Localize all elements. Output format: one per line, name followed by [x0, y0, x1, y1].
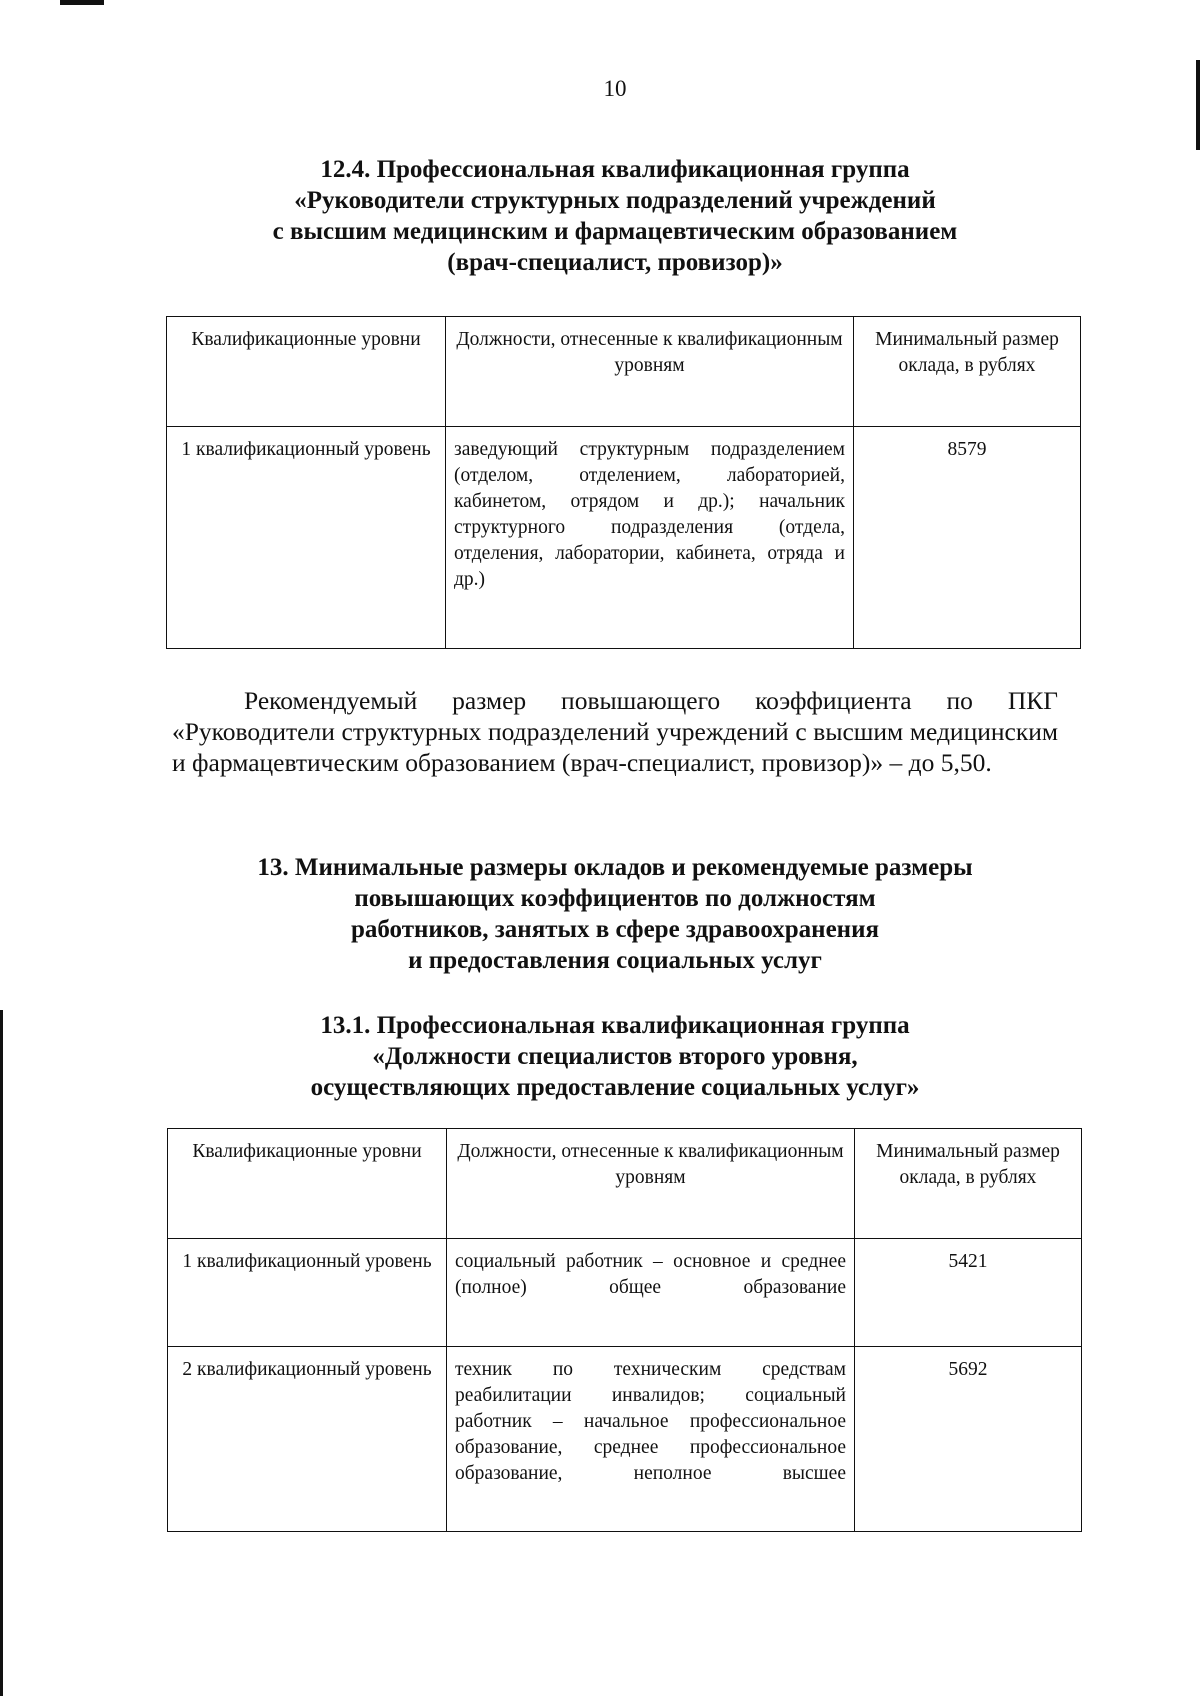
coefficient-paragraph: Рекомендуемый размер повышающего коэффициента по ПКГ «Руководители структурных подразделений учреждений с высшим медицинским и фармацевтическим образованием (врач-специалист, провизор)» – до 5,50.	[172, 686, 1058, 777]
table-header-row	[167, 317, 1081, 427]
scan-artifact-right-edge	[1196, 60, 1200, 150]
salary-cell: 5421	[855, 1239, 1082, 1347]
qualification-table-13-1	[167, 1128, 1082, 1532]
title-line: «Должности специалистов второго уровня,	[372, 1043, 858, 1070]
salary-cell: 5692	[855, 1347, 1082, 1532]
positions-cell: заведующий структурным подразделением (отделом, отделением, лабораторией, кабинетом, отрядом и др.); начальник структурного подразделения (отдела, отделения, лаборатории, кабинета, отряда и др.)	[446, 427, 854, 649]
title-line: (врач-специалист, провизор)»	[447, 249, 783, 276]
table-header-row	[168, 1129, 1082, 1239]
section-12-4-title	[180, 154, 1050, 278]
title-line: осуществляющих предоставление социальных услуг»	[310, 1074, 920, 1101]
title-line: 13.1. Профессиональная квалификационная группа	[320, 1012, 910, 1039]
positions-cell: техник по техническим средствам реабилитации инвалидов; социальный работник – начальное профессиональное образование, среднее профессиональное образование, неполное высшее	[447, 1347, 855, 1532]
header-positions: Должности, отнесенные к квалификационным уровням	[446, 317, 854, 427]
title-line: «Руководители структурных подразделений учреждений	[294, 187, 936, 214]
table-row	[167, 427, 1081, 649]
page-number: 10	[603, 76, 627, 101]
header-salary: Минимальный размер оклада, в рублях	[854, 317, 1081, 427]
header-positions: Должности, отнесенные к квалификационным уровням	[447, 1129, 855, 1239]
section-13-title	[160, 852, 1070, 976]
positions-cell: социальный работник – основное и среднее (полное) общее образование	[447, 1239, 855, 1347]
table-row	[168, 1347, 1082, 1532]
salary-cell: 8579	[854, 427, 1081, 649]
scan-artifact-left-edge	[0, 1010, 3, 1696]
title-line: работников, занятых в сфере здравоохранения	[350, 916, 880, 943]
section-13-1-title	[180, 1010, 1050, 1103]
header-salary: Минимальный размер оклада, в рублях	[855, 1129, 1082, 1239]
scan-artifact-top-left	[60, 0, 104, 5]
title-line: повышающих коэффициентов по должностям	[354, 885, 876, 912]
table-row	[168, 1239, 1082, 1347]
qualification-table-12-4	[166, 316, 1081, 649]
title-line: 12.4. Профессиональная квалификационная группа	[320, 156, 910, 183]
header-levels: Квалификационные уровни	[167, 317, 446, 427]
title-line: и предоставления социальных услуг	[408, 947, 822, 974]
level-cell: 1 квалификационный уровень	[167, 427, 446, 649]
header-levels: Квалификационные уровни	[168, 1129, 447, 1239]
title-line: с высшим медицинским и фармацевтическим образованием	[272, 218, 958, 245]
level-cell: 2 квалификационный уровень	[168, 1347, 447, 1532]
level-cell: 1 квалификационный уровень	[168, 1239, 447, 1347]
title-line: 13. Минимальные размеры окладов и рекомендуемые размеры	[257, 854, 973, 881]
